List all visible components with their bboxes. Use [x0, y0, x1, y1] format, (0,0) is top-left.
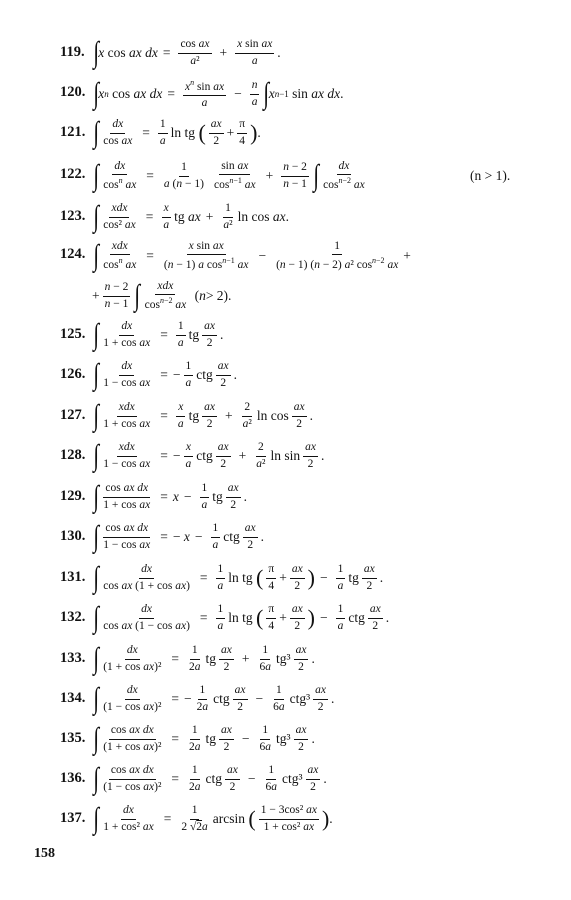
formula-expression: ∫ $\frac{\text{cos ax dx}}{\text{(1 + cos ax)²}}$ = $\frac{1}{2a}$ tg $\frac{ax}{2}$ − $\frac{1}{6a}$ tg³ $\frac{ax}{2}$ .	[93, 722, 315, 755]
formula-number: 126.	[60, 366, 86, 382]
formula-condition: (n > 1).	[470, 168, 511, 183]
formula-expression: ∫ $\frac{\text{cos ax dx}}{\text{1 + cos ax}}$ = x − $\frac{1}{a}$ tg $\frac{ax}{2}$ .	[93, 480, 248, 513]
formula-number: 132.	[60, 609, 86, 625]
formula-expression: ∫ $\frac{\text{xdx}}{\text{1 + cos ax}}$ = $\frac{x}{a}$ tg $\frac{ax}{2}$ + $\frac{2}{\text{a²}}$ ln cos $\frac{ax}{2}$ .	[93, 399, 313, 432]
formula-expression: + $\frac{n - 2}{n - 1}$ ∫ $\frac{\text{xdx}}{\cos^{n-2} ax}$ ( n > 2).	[92, 279, 232, 313]
formula-expression: ∫ $\frac{\text{cos ax dx}}{\text{(1 − cos ax)²}}$ = $\frac{1}{2a}$ ctg $\frac{ax}{2}$ − $\frac{1}{6a}$ ctg³ $\frac{ax}{2}$ .	[93, 762, 327, 795]
formula-expression: ∫ $\frac{dx}{\text{cos ax (1 + cos ax)}}$ = $\frac{1}{a}$ ln tg ( $\frac{\pi}{4}$ + $\frac{ax}{2}$ ) − $\frac{1}{a}$ tg $\frac{ax}{2}$ .	[93, 561, 384, 594]
formula-expression: ∫ $\frac{dx}{\text{1 − cos ax}}$ = − $\frac{1}{a}$ ctg $\frac{ax}{2}$ .	[93, 358, 238, 391]
formula-expression: ∫ x cos ax dx = $\frac{\text{cos ax}}{\text{a²}}$ + $\frac{\text{x sin ax}}{a}$ .	[93, 36, 281, 69]
formula-number: 136.	[60, 770, 86, 786]
formula-number: 129.	[60, 488, 86, 504]
formula-number: 122.	[60, 166, 86, 182]
formula-expression: ∫ $\frac{dx}{\text{cos ax (1 − cos ax)}}$ = $\frac{1}{a}$ ln tg ( $\frac{\pi}{4}$ + $\frac{ax}{2}$ ) − $\frac{1}{a}$ ctg $\frac{ax}{2}$ .	[93, 601, 390, 634]
formula-number: 123.	[60, 208, 86, 224]
formula-number: 125.	[60, 326, 86, 342]
formula-expression: ∫ $\frac{dx}{\cos^n ax}$ = $\frac{1}{a (n - 1)}$ $\frac{\text{sin ax}}{\cos^{n-1} ax}$ + $\frac{n - 2}{n - 1}$ ∫ $\frac{dx}{\cos^{n-2} ax}$	[93, 159, 365, 193]
formula-expression: ∫ $\frac{\text{cos ax dx}}{\text{1 − cos ax}}$ = − x − $\frac{1}{a}$ ctg $\frac{ax}{2}$ .	[93, 520, 265, 553]
formula-number: 133.	[60, 650, 86, 666]
formula-number: 137.	[60, 810, 86, 826]
formula-number: 121.	[60, 124, 86, 140]
formula-number: 120.	[60, 84, 86, 100]
formula-number: 119.	[60, 44, 85, 60]
formula-expression: ∫ $\frac{\text{xdx}}{\text{1 − cos ax}}$ = − $\frac{x}{a}$ ctg $\frac{ax}{2}$ + $\frac{2}{\text{a²}}$ ln sin $\frac{ax}{2}$ .	[93, 439, 325, 472]
formula-number: 130.	[60, 528, 86, 544]
formula-expression: ∫ $\frac{dx}{\text{(1 + cos ax)²}}$ = $\frac{1}{2a}$ tg $\frac{ax}{2}$ + $\frac{1}{6a}$ tg³ $\frac{ax}{2}$ .	[93, 642, 315, 675]
formula-expression: ∫ x n cos ax dx = $\frac{x^n \sin ax}{a}$ − $\frac{n}{a}$ ∫ x n−1 sin ax dx .	[93, 77, 344, 111]
formula-expression: ∫ $\frac{dx}{\text{(1 − cos ax)²}}$ = − $\frac{1}{2a}$ ctg $\frac{ax}{2}$ − $\frac{1}{6a}$ ctg³ $\frac{ax}{2}$ .	[93, 682, 335, 715]
formula-number: 131.	[60, 569, 86, 585]
formula-number: 127.	[60, 407, 86, 423]
formula-number: 124.	[60, 246, 86, 262]
formula-number: 135.	[60, 730, 86, 746]
formula-expression: ∫ $\frac{dx}{\text{cos ax}}$ = $\frac{1}{a}$ ln tg ( $\frac{ax}{2}$ + $\frac{\pi}{4}$ ) .	[93, 116, 261, 149]
formula-number: 128.	[60, 447, 86, 463]
formula-expression: ∫ $\frac{\text{xdx}}{\cos^n ax}$ = $\frac{\text{x sin ax}}{(n - 1) a \cos^{n-1} ax}$ − $\frac{1}{(n - 1) (n - 2) a^2 \cos^{n-2} ax}$ +	[93, 239, 411, 273]
formula-number: 134.	[60, 690, 86, 706]
formula-expression: ∫ $\frac{\text{xdx}}{\text{cos² ax}}$ = $\frac{x}{a}$ tg ax + $\frac{1}{\text{a²}}$ ln cos ax .	[93, 200, 289, 233]
page-number: 158	[34, 846, 55, 861]
formula-expression: ∫ $\frac{dx}{\text{1 + cos ax}}$ = $\frac{1}{a}$ tg $\frac{ax}{2}$ .	[93, 318, 224, 351]
formula-expression: ∫ $\frac{dx}{\text{1 + cos² ax}}$ = $\frac{1}{2 √2a}$ arcsin ( $\frac{\text{1 − 3cos² ax}}{\text{1 + cos² ax}}$ ) .	[93, 802, 333, 835]
